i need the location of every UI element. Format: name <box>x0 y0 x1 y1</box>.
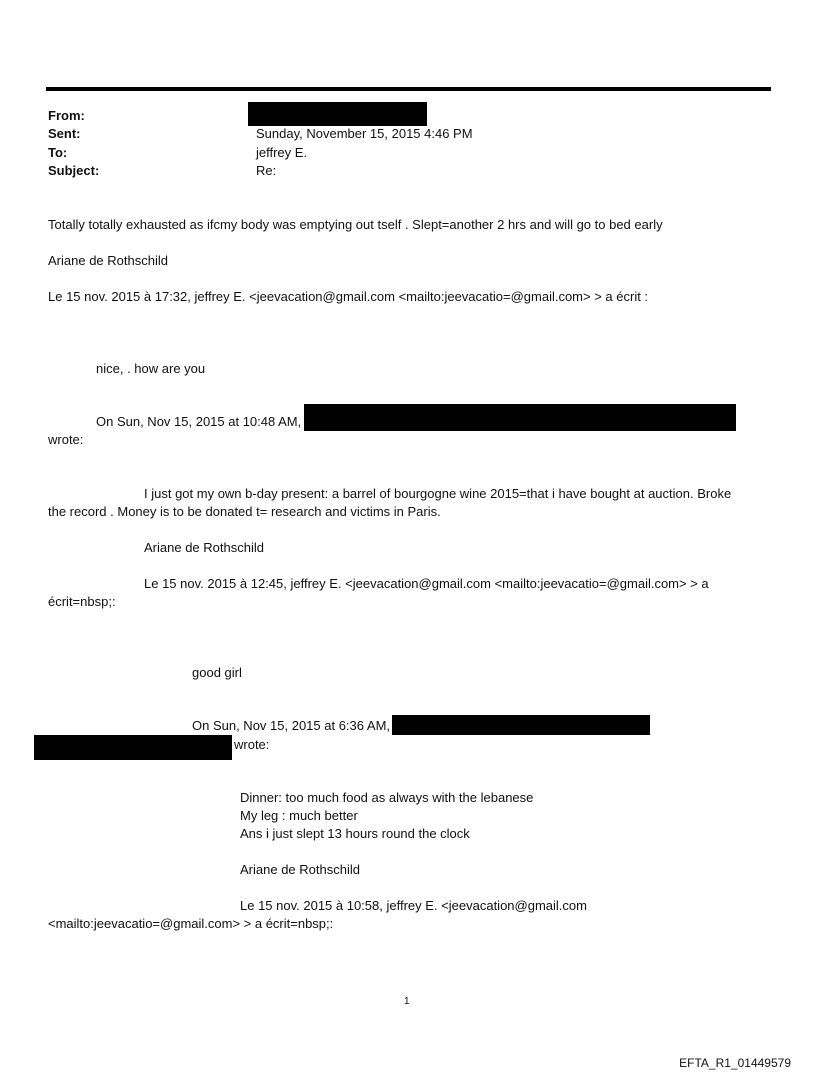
quote-header-2-line-2: écrit=nbsp;: <box>48 594 116 609</box>
header-rule <box>46 87 771 91</box>
on-sun-2: On Sun, Nov 15, 2015 at 6:36 AM, <box>192 718 391 733</box>
redaction-sender-2a <box>392 715 650 735</box>
quote-header-2-line-1: Le 15 nov. 2015 à 12:45, jeffrey E. <jeevacation@gmail.com <mailto:jeevacatio=@gmail.com> > a <box>144 576 709 591</box>
dinner-line-1: Dinner: too much food as always with the lebanese <box>240 790 534 805</box>
to-value: jeffrey E. <box>256 145 308 160</box>
signature-3: Ariane de Rothschild <box>240 862 360 877</box>
sent-label: Sent: <box>48 126 81 141</box>
dinner-line-3: Ans i just slept 13 hours round the clock <box>240 826 470 841</box>
redaction-sender-1 <box>304 404 736 431</box>
reply-2: good girl <box>192 665 242 680</box>
sent-value: Sunday, November 15, 2015 4:46 PM <box>256 126 473 141</box>
body-line-1: Totally totally exhausted as ifcmy body was emptying out tself . Slept=another 2 hrs and will go to bed early <box>48 217 663 232</box>
from-label: From: <box>48 108 85 123</box>
signature-2: Ariane de Rothschild <box>144 540 264 555</box>
page-number: 1 <box>404 996 410 1007</box>
subject-label: Subject: <box>48 163 100 178</box>
wrote-1: wrote: <box>48 432 84 447</box>
on-sun-1: On Sun, Nov 15, 2015 at 10:48 AM, <box>96 414 302 429</box>
reply-1: nice, . how are you <box>96 361 206 376</box>
quote-header-1: Le 15 nov. 2015 à 17:32, jeffrey E. <jeevacation@gmail.com <mailto:jeevacatio=@gmail.com> > a écrit : <box>48 289 649 304</box>
paragraph-2-line-2: the record . Money is to be donated t= research and victims in Paris. <box>48 504 441 519</box>
subject-value: Re: <box>256 163 277 178</box>
to-label: To: <box>48 145 68 160</box>
redaction-sender-2b <box>34 735 232 760</box>
wrote-2: wrote: <box>234 737 270 752</box>
signature-1: Ariane de Rothschild <box>48 253 168 268</box>
document-id: EFTA_R1_01449579 <box>679 1056 791 1070</box>
quote-header-3-line-1: Le 15 nov. 2015 à 10:58, jeffrey E. <jeevacation@gmail.com <box>240 898 587 913</box>
quote-header-3-line-2: <mailto:jeevacatio=@gmail.com> > a écrit=nbsp;: <box>48 916 334 931</box>
paragraph-2-line-1: I just got my own b-day present: a barrel of bourgogne wine 2015=that i have bought at auction. Broke <box>144 486 732 501</box>
dinner-line-2: My leg : much better <box>240 808 358 823</box>
redaction-from <box>248 102 427 126</box>
